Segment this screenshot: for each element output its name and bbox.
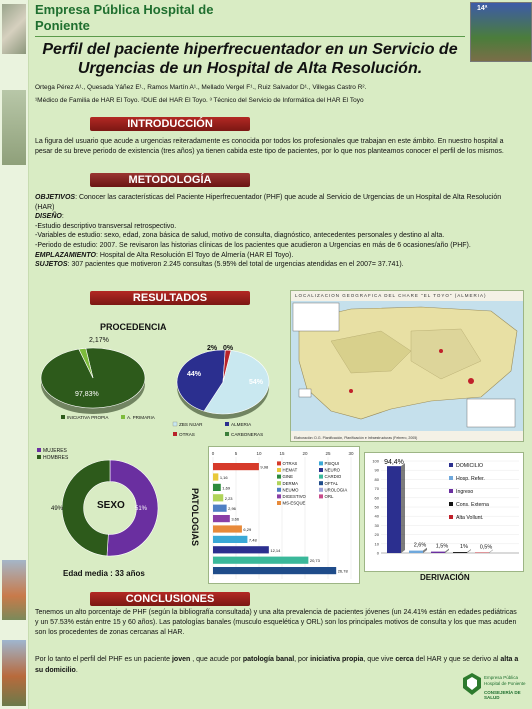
bar-value-label: 9,98 (260, 464, 269, 470)
bar-value-label: 2,96 (228, 506, 236, 512)
summary-part: , que acude por (190, 656, 243, 663)
legend-label: DOMICILIO (456, 463, 484, 469)
legend-label: A. PRIMARIA (127, 415, 155, 420)
legend-label: NEURO (324, 467, 341, 473)
conclusions-text: Tenemos un alto porcentaje de PHF (según la bibliografía consultada) y una alta prevalencia de pacientes jóvenes (un 24.41% están en edades pediátricas y un 57.53% están entre 15 y 60 años). Las patologías banales (musculo esquelética y ORL) son los principales motivos de consulta y los que mas acuden son los procedentes de zonas cercanas al HAR. (35, 609, 517, 636)
bar-value-label: 3,66 (231, 516, 240, 522)
y-tick-label: 70 (374, 486, 379, 492)
summary-part: , por (294, 656, 311, 663)
legend-swatch (37, 455, 41, 459)
design-line-1: -Estudio descriptivo transversal retrospectivo. (35, 222, 177, 230)
footer-dept: CONSEJERÍA DE SALUD (484, 690, 521, 700)
legend-swatch (449, 463, 453, 467)
pie-slice-label: 2,17% (89, 337, 109, 344)
organization-header (35, 2, 225, 34)
bar (213, 463, 259, 470)
bar-value-label: 12,14 (270, 547, 281, 553)
author-list: Ortega Pérez A¹., Quesada Yáñez E¹., Ramos Martín A¹., Mellado Vergel F¹., Ruiz Salvador D¹., Villegas Castro R². (35, 84, 367, 91)
legend-label: Hosp. Refer. (456, 476, 485, 482)
legend-swatch (449, 489, 453, 493)
summary-part: del HAR y que se derivo al (413, 656, 501, 663)
title-line1: Perfil del paciente hiperfrecuentador en un Servicio de (42, 41, 458, 58)
legend-label: Alta Vollunt. (456, 515, 484, 521)
legend-swatch (449, 502, 453, 506)
bar-value-label: 6,29 (243, 527, 252, 532)
bar (213, 546, 269, 553)
design-line-2: -Variables de estudio: sexo, edad, zona básica de salud, motivo de consulta, diagnóstico, antecedentes personales y destino al alta. (35, 232, 445, 240)
pie-slice-label: 0% (223, 345, 234, 352)
legend-label: GINE (282, 474, 294, 480)
legend-swatch (277, 461, 281, 465)
y-tick-label: 30 (374, 522, 379, 528)
objectives-text: : Conocer las características del Paciente Hiperfrecuentador (PHF) que acude al Servicio de Urgencias de un Hospital de Alta Resolución (HAR) (35, 194, 502, 211)
patologias-title: PATOLOGIAS (190, 488, 200, 547)
bar (409, 551, 423, 553)
legend-label: OTRAS (179, 432, 195, 437)
summary-emphasis: alta a su domicilio (35, 656, 519, 674)
legend-swatch (319, 461, 323, 465)
legend-label: Ingreso (456, 489, 474, 495)
left-photo-strip (0, 0, 29, 709)
poster-title (35, 40, 465, 78)
bar-value-label: 0,5% (479, 544, 493, 551)
bar-value-label: 94,4% (384, 459, 404, 467)
junta-andalucia-logo-icon (462, 672, 482, 696)
bar (213, 567, 336, 574)
legend-label: CARDIO (324, 474, 342, 480)
patologias-axis-title-wrap (188, 488, 202, 548)
congress-badge-image (470, 2, 532, 62)
legend-label: HOMBRES (43, 455, 69, 461)
bar-value-label: 2,23 (224, 495, 233, 501)
bar (453, 552, 467, 553)
legend-swatch (277, 494, 281, 498)
legend-swatch (319, 494, 323, 498)
design-label: DISEÑO (35, 213, 62, 221)
bar (213, 484, 221, 491)
pie-slice-label: 51% (135, 506, 148, 512)
section-header-metodo: METODOLOGÍA (90, 173, 250, 187)
intro-text: La figura del usuario que acude a urgencias reiteradamente es conocida por todos los profesionales que trabajan en este ámbito. En nuestro hospital a pesar de su breve periodo de existencia (tres años) ya tienen cabida este tipo de pacientes, por lo que nos planteamos conocer el perfil de los mismos. (35, 138, 504, 155)
pie-slice-label: 97,83% (75, 391, 99, 398)
pie-slice-label: 49% (51, 506, 64, 512)
bar (213, 505, 227, 512)
legend-swatch (319, 481, 323, 485)
pie-slice-label: 44% (187, 371, 202, 378)
x-tick-label: 25 (325, 451, 331, 456)
summary-part: Por lo tanto el perfil del PHF es un paciente (35, 656, 172, 663)
legend-label: DIGESTIVO (282, 494, 306, 499)
legend-swatch (319, 475, 323, 479)
footer-org-name: Empresa Pública Hospital de Poniente (484, 675, 526, 686)
legend-label: NEUMO (282, 487, 299, 493)
location-map (290, 290, 524, 442)
bar (213, 525, 242, 532)
legend-swatch (319, 468, 323, 472)
summary-part: . (75, 666, 78, 674)
bar (213, 494, 223, 501)
legend-swatch (277, 501, 281, 505)
summary-emphasis: cerca (395, 656, 414, 663)
sexo-donut-chart (35, 446, 170, 586)
summary-part: , que vive (363, 656, 396, 663)
bar (213, 515, 230, 522)
pie-slice-label: 54% (249, 379, 264, 386)
setting-text: : Hospital de Alta Resolución El Toyo de Almería (HAR El Toyo). (95, 251, 294, 259)
legend-label: ZBS NIJAR (179, 422, 203, 427)
legend-swatch (121, 415, 125, 419)
derivacion-title: DERIVACIÓN (420, 573, 470, 582)
procedencia-title: PROCEDENCIA (100, 322, 167, 332)
design-colon: : (61, 213, 64, 221)
patologias-chart-panel (208, 446, 360, 584)
bar-value-label: 2,6% (413, 542, 427, 549)
methodology-text (35, 193, 520, 270)
legend-swatch (173, 432, 177, 436)
y-tick-label: 80 (374, 476, 379, 482)
legend-swatch (225, 422, 229, 426)
legend-swatch (225, 432, 229, 436)
legend-swatch (277, 488, 281, 492)
bar-value-label: 26,78 (337, 568, 348, 574)
objectives-label: OBJETIVOS (35, 194, 76, 201)
org-name-line1: Empresa Pública Hospital de (35, 2, 214, 17)
y-tick-label: 0 (376, 550, 379, 556)
section-header-results: RESULTADOS (90, 291, 250, 305)
design-line-3: -Periodo de estudio: 2007. Se revisaron las historias clínicas de los pacientes que acudieron a Urgencias en más de 6 ocasiones/año (PHF). (35, 241, 471, 249)
legend-swatch (449, 515, 453, 519)
map-caption: Elaboración: D.G. Planificación, Planificación e Infraestructuras (Febrero, 2005) (294, 436, 418, 440)
summary-emphasis: joven (171, 656, 191, 663)
bar-value-label: 1,5% (435, 543, 449, 550)
legend-label: INICIATIVA PROPIA (67, 415, 109, 420)
legend-label: Cons. Externa (456, 502, 489, 508)
derivacion-chart-panel (364, 452, 524, 572)
x-tick-label: 10 (256, 451, 262, 456)
setting-label: EMPLAZAMIENTO (35, 251, 96, 259)
legend-label: MUJERES (43, 448, 67, 454)
congress-badge-text: 14ª (477, 5, 488, 12)
header-divider (35, 36, 465, 37)
bar-value-label: 7,48 (248, 537, 257, 543)
y-tick-label: 20 (374, 532, 379, 538)
summary-emphasis: patología banal (242, 656, 295, 663)
map-graphic (291, 301, 523, 431)
x-tick-label: 15 (279, 451, 285, 456)
zona-basica-pie-chart (165, 340, 285, 444)
legend-label: UROLOGIA (324, 487, 348, 493)
legend-label: OFTAL (324, 480, 339, 486)
legend-swatch (277, 475, 281, 479)
y-tick-label: 60 (374, 495, 379, 501)
y-tick-label: 90 (374, 467, 379, 473)
section-header-intro: INTRODUCCIÓN (90, 117, 250, 131)
patologias-bar-chart (209, 447, 359, 583)
legend-label: ALMERIA (231, 422, 252, 427)
affiliations: ¹Médico de Familia de HAR El Toyo. ²DUE del HAR El Toyo. ³ Técnico del Servicio de Informática del HAR El Toyo (35, 97, 364, 104)
y-tick-label: 100 (372, 458, 379, 464)
bar-value-label: 1,69 (222, 485, 231, 491)
bar-value-label: 20,73 (309, 558, 320, 564)
edad-media-label: Edad media : 33 años (63, 569, 145, 578)
derivacion-bar-chart (365, 453, 523, 571)
x-tick-label: 0 (211, 451, 215, 456)
org-name-line2: Poniente (35, 18, 90, 33)
legend-swatch (173, 422, 177, 426)
y-tick-label: 10 (374, 541, 379, 547)
y-tick-label: 50 (374, 504, 379, 510)
legend-label: MS-ESQUE (282, 500, 306, 506)
procedencia-pie-chart (33, 332, 168, 424)
x-tick-label: 20 (302, 451, 308, 456)
bar (213, 557, 308, 564)
building-photo (2, 4, 26, 54)
legend-label: ORL (324, 494, 334, 499)
map-title: LOCALIZACION GEOGRAFICA DEL CHARE "EL TOYO" (ALMERIA) (295, 293, 487, 298)
legend-swatch (277, 468, 281, 472)
bar (213, 473, 218, 480)
legend-label: DERMA (282, 480, 299, 486)
legend-label: OTRAS (282, 461, 298, 466)
x-tick-label: 5 (234, 451, 238, 456)
summary-emphasis: iniciativa propia (310, 656, 364, 663)
legend-swatch (277, 481, 281, 485)
legend-label: CARBONERAS (231, 432, 264, 437)
legend-label: PSIQUI (324, 461, 340, 466)
pie-slice-label: 2% (207, 345, 218, 352)
title-line2: Urgencias de un Hospital de Alta Resolución. (77, 60, 423, 77)
bar-depth (401, 463, 405, 553)
x-tick-label: 30 (348, 451, 354, 456)
bar-value-label: 1% (460, 544, 468, 551)
author-block (35, 81, 465, 107)
bar (431, 552, 445, 553)
legend-label: HEMAT (282, 467, 298, 473)
footer-logo (462, 668, 532, 708)
legend-swatch (449, 476, 453, 480)
legend-swatch (61, 415, 65, 419)
subjects-text: : 307 pacientes que motiveron 2.245 consultas (5.95% del total de urgencias atendidas en el 2007= 37.741). (67, 261, 404, 269)
section-header-conclusions: CONCLUSIONES (90, 592, 250, 606)
donut-center-title: SEXO (97, 500, 125, 511)
y-tick-label: 40 (374, 513, 379, 519)
bar (387, 466, 401, 553)
legend-swatch (319, 488, 323, 492)
conclusions-summary (35, 655, 522, 676)
building-photo (2, 640, 26, 706)
subjects-label: SUJETOS (35, 261, 68, 269)
bar-value-label: 1,16 (219, 475, 228, 480)
legend-swatch (37, 448, 41, 452)
building-photo (2, 560, 26, 620)
bar (213, 536, 247, 543)
building-photo (2, 90, 26, 165)
